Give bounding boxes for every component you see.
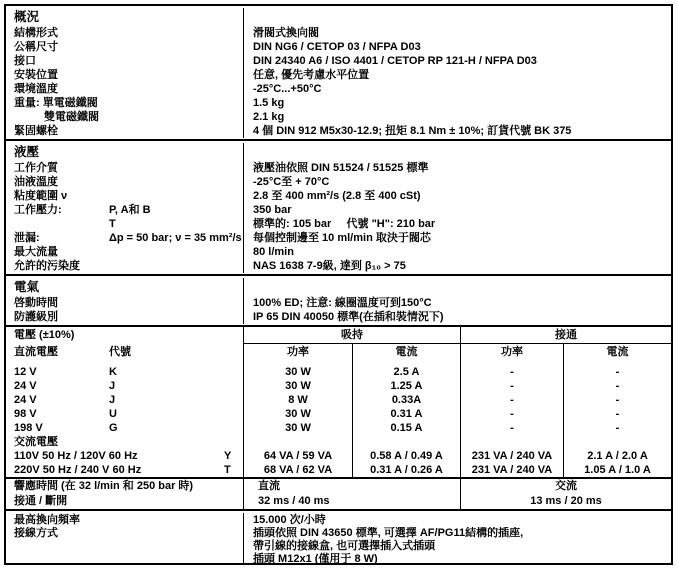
- row-value: 滑閥式換向閥: [253, 27, 319, 39]
- cell-power-inrush: -: [460, 379, 563, 393]
- row-value: 2.8 至 400 mm²/s (2.8 至 400 cSt): [253, 190, 421, 202]
- row-value: 1.5 kg: [253, 97, 285, 109]
- spec-row: [6, 296, 671, 310]
- section-title-row: [6, 143, 671, 161]
- section-title-row: [6, 278, 671, 296]
- cell-power-inrush: -: [460, 407, 563, 421]
- ac-voltage-label-row: [6, 435, 671, 449]
- cell-power-inrush: 231 VA / 240 VA: [460, 449, 563, 463]
- cell-current-inrush: 1.05 A / 1.0 A: [563, 463, 671, 477]
- row-value: 350 bar: [253, 204, 292, 216]
- row-sublabel: T: [109, 218, 116, 230]
- row-label: 油液溫度: [14, 176, 58, 188]
- cell-power-hold: 64 VA / 59 VA: [263, 450, 333, 462]
- cell-power-hold: 30 W: [285, 366, 311, 378]
- row-label: 允許的污染度: [14, 260, 80, 272]
- voltage-header-label: 電壓 (±10%): [14, 329, 75, 341]
- row-value-line: 帶引線的接線盒, 也可選擇插入式插頭: [253, 540, 436, 552]
- cell-code: J: [109, 394, 116, 406]
- cell-code: G: [109, 422, 118, 434]
- table-row: [6, 407, 671, 421]
- row-label: 泄漏:: [14, 232, 40, 244]
- row-label: 接線方式: [14, 527, 58, 539]
- row-sublabel: P, A和 B: [109, 204, 151, 216]
- row-label: 防護級別: [14, 311, 58, 323]
- row-value: 80 l/min: [253, 246, 294, 258]
- table-row: [6, 393, 671, 407]
- cell-current-inrush: 2.1 A / 2.0 A: [563, 449, 671, 463]
- row-label: 最高換向頻率: [14, 514, 80, 526]
- cell-code: J: [109, 380, 116, 392]
- section-overview: [6, 6, 671, 139]
- spec-row: [6, 513, 671, 527]
- row-value: 2.1 kg: [253, 111, 285, 123]
- section-title-row: [6, 8, 671, 26]
- table-row: [6, 463, 671, 477]
- cell-power-hold: 8 W: [288, 394, 308, 406]
- current-hold-header: 電流: [352, 344, 460, 361]
- cell-code: K: [109, 366, 117, 378]
- group-hold-label: 吸持: [341, 329, 363, 341]
- spec-row: [6, 217, 671, 231]
- cell-voltage: 24 V: [14, 380, 37, 392]
- dc-response-value: 32 ms / 40 ms: [258, 495, 330, 507]
- row-label: 接口: [14, 55, 36, 67]
- group-inrush-label: 接通: [555, 329, 577, 341]
- response-header-row: [6, 479, 671, 494]
- cell-current-inrush: -: [563, 365, 671, 379]
- cell-current-hold: 0.15 A: [352, 421, 460, 435]
- cell-voltage: 110V 50 Hz / 120V 60 Hz: [14, 450, 138, 462]
- row-label: 粘度範圍 ν: [14, 190, 68, 202]
- cell-current-hold: 0.31 A: [352, 407, 460, 421]
- table-row: [6, 379, 671, 393]
- row-label: 環境溫度: [14, 83, 58, 95]
- row-label: 雙電磁鐵閥: [44, 111, 99, 123]
- row-label: 最大流量: [14, 246, 58, 258]
- cell-current-hold: 0.58 A / 0.49 A: [352, 449, 460, 463]
- spec-row: [6, 82, 671, 96]
- cell-voltage: 98 V: [14, 408, 37, 420]
- row-value: -25°C至 + 70°C: [253, 176, 330, 188]
- cell-code: T: [224, 464, 231, 476]
- voltage-column-header-row: [6, 344, 671, 361]
- row-value: 標準的: 105 bar 代號 "H": 210 bar: [253, 218, 436, 230]
- row-label: 公稱尺寸: [14, 41, 58, 53]
- spec-row: [6, 245, 671, 259]
- row-value-line: 插頭依照 DIN 43650 標準, 可選擇 AF/PG11結構的插座,: [253, 527, 524, 539]
- spec-row: [6, 124, 671, 138]
- spec-row: [6, 26, 671, 40]
- section-title: 液壓: [14, 145, 40, 159]
- row-value: 每個控制邊至 10 ml/min 取決于閥芯: [253, 232, 431, 244]
- spec-row: [6, 40, 671, 54]
- row-label: 啓動時間: [14, 297, 58, 309]
- section-hydraulic: [6, 139, 671, 274]
- spec-row: [6, 110, 671, 124]
- cell-current-inrush: -: [563, 407, 671, 421]
- spec-row: [6, 189, 671, 203]
- code-label: 代號: [109, 346, 131, 358]
- row-value: NAS 1638 7-9級, 達到 β₁₀ > 75: [253, 260, 406, 272]
- cell-voltage: 24 V: [14, 394, 37, 406]
- row-label: 工作介質: [14, 162, 58, 174]
- cell-code: Y: [224, 450, 232, 462]
- spec-row: [6, 161, 671, 175]
- spec-row: [6, 96, 671, 110]
- cell-current-hold: 0.33A: [352, 393, 460, 407]
- cell-current-hold: 0.31 A / 0.26 A: [352, 463, 460, 477]
- response-sublabel: 接通 / 斷開: [14, 495, 68, 507]
- section-connection: [6, 509, 671, 565]
- row-value: 4 個 DIN 912 M5x30-12.9; 扭矩 8.1 Nm ± 10%; 訂貨代號 BK 375: [253, 125, 572, 137]
- table-row: [6, 421, 671, 435]
- cell-current-hold: 2.5 A: [352, 365, 460, 379]
- row-value: 液壓油依照 DIN 51524 / 51525 標準: [253, 162, 429, 174]
- power-inrush-header: 功率: [460, 344, 563, 361]
- cell-current-inrush: -: [563, 379, 671, 393]
- section-response-time: [6, 477, 671, 509]
- row-label: 重量: 單電磁鐵閥: [14, 97, 98, 109]
- section-title: 概況: [14, 10, 40, 24]
- spec-row: [6, 231, 671, 245]
- row-value: 任意, 優先考慮水平位置: [253, 69, 370, 81]
- section-voltage-table: [6, 325, 671, 477]
- cell-current-inrush: -: [563, 393, 671, 407]
- ac-response-value: 13 ms / 20 ms: [530, 495, 602, 507]
- cell-power-inrush: -: [460, 393, 563, 407]
- row-value: IP 65 DIN 40050 標準(在插和裝情況下): [253, 311, 444, 323]
- row-value: 15.000 次/小時: [253, 514, 326, 526]
- spec-row: [6, 259, 671, 273]
- power-hold-header: 功率: [287, 346, 309, 358]
- ac-title: 交流: [555, 480, 577, 492]
- voltage-group-header-row: [6, 327, 671, 344]
- row-value: DIN NG6 / CETOP 03 / NFPA D03: [253, 41, 421, 53]
- section-electrical: [6, 274, 671, 325]
- table-row: [6, 449, 671, 463]
- row-value: 100% ED; 注意: 線圈溫度可到150°C: [253, 297, 432, 309]
- row-label: 安裝位置: [14, 69, 58, 81]
- spec-row: [6, 68, 671, 82]
- cell-power-inrush: -: [460, 365, 563, 379]
- response-value-row: [6, 494, 671, 509]
- cell-power-hold: 30 W: [285, 422, 311, 434]
- current-inrush-header: 電流: [563, 344, 671, 361]
- cell-voltage: 12 V: [14, 366, 37, 378]
- cell-power-hold: 68 VA / 62 VA: [263, 464, 333, 476]
- cell-code: U: [109, 408, 117, 420]
- dc-title: 直流: [258, 480, 280, 492]
- row-sublabel: Δp = 50 bar; ν = 35 mm²/s: [109, 232, 242, 244]
- row-value: DIN 24340 A6 / ISO 4401 / CETOP RP 121-H / NFPA D03: [253, 55, 537, 67]
- cell-current-hold: 1.25 A: [352, 379, 460, 393]
- cell-voltage: 198 V: [14, 422, 43, 434]
- cell-voltage: 220V 50 Hz / 240 V 60 Hz: [14, 464, 142, 476]
- row-value-line: 插頭 M12x1 (僅用于 8 W): [253, 553, 378, 565]
- cell-power-hold: 30 W: [285, 380, 311, 392]
- spec-row: [6, 310, 671, 324]
- cell-power-hold: 30 W: [285, 408, 311, 420]
- section-title: 電氣: [14, 280, 40, 294]
- spec-row: [6, 175, 671, 189]
- row-label: 結構形式: [14, 27, 58, 39]
- response-label: 響應時間 (在 32 l/min 和 250 bar 時): [14, 480, 194, 492]
- cell-current-inrush: -: [563, 421, 671, 435]
- spec-sheet: [4, 4, 673, 565]
- spec-row: [6, 527, 671, 565]
- ac-voltage-label: 交流電壓: [14, 436, 58, 448]
- cell-power-inrush: 231 VA / 240 VA: [460, 463, 563, 477]
- row-value: -25°C...+50°C: [253, 83, 322, 95]
- dc-voltage-label: 直流電壓: [14, 346, 58, 358]
- spec-row: [6, 54, 671, 68]
- spec-row: [6, 203, 671, 217]
- cell-power-inrush: -: [460, 421, 563, 435]
- table-row: [6, 365, 671, 379]
- row-label: 工作壓力:: [14, 204, 62, 216]
- row-label: 緊固螺栓: [14, 125, 58, 137]
